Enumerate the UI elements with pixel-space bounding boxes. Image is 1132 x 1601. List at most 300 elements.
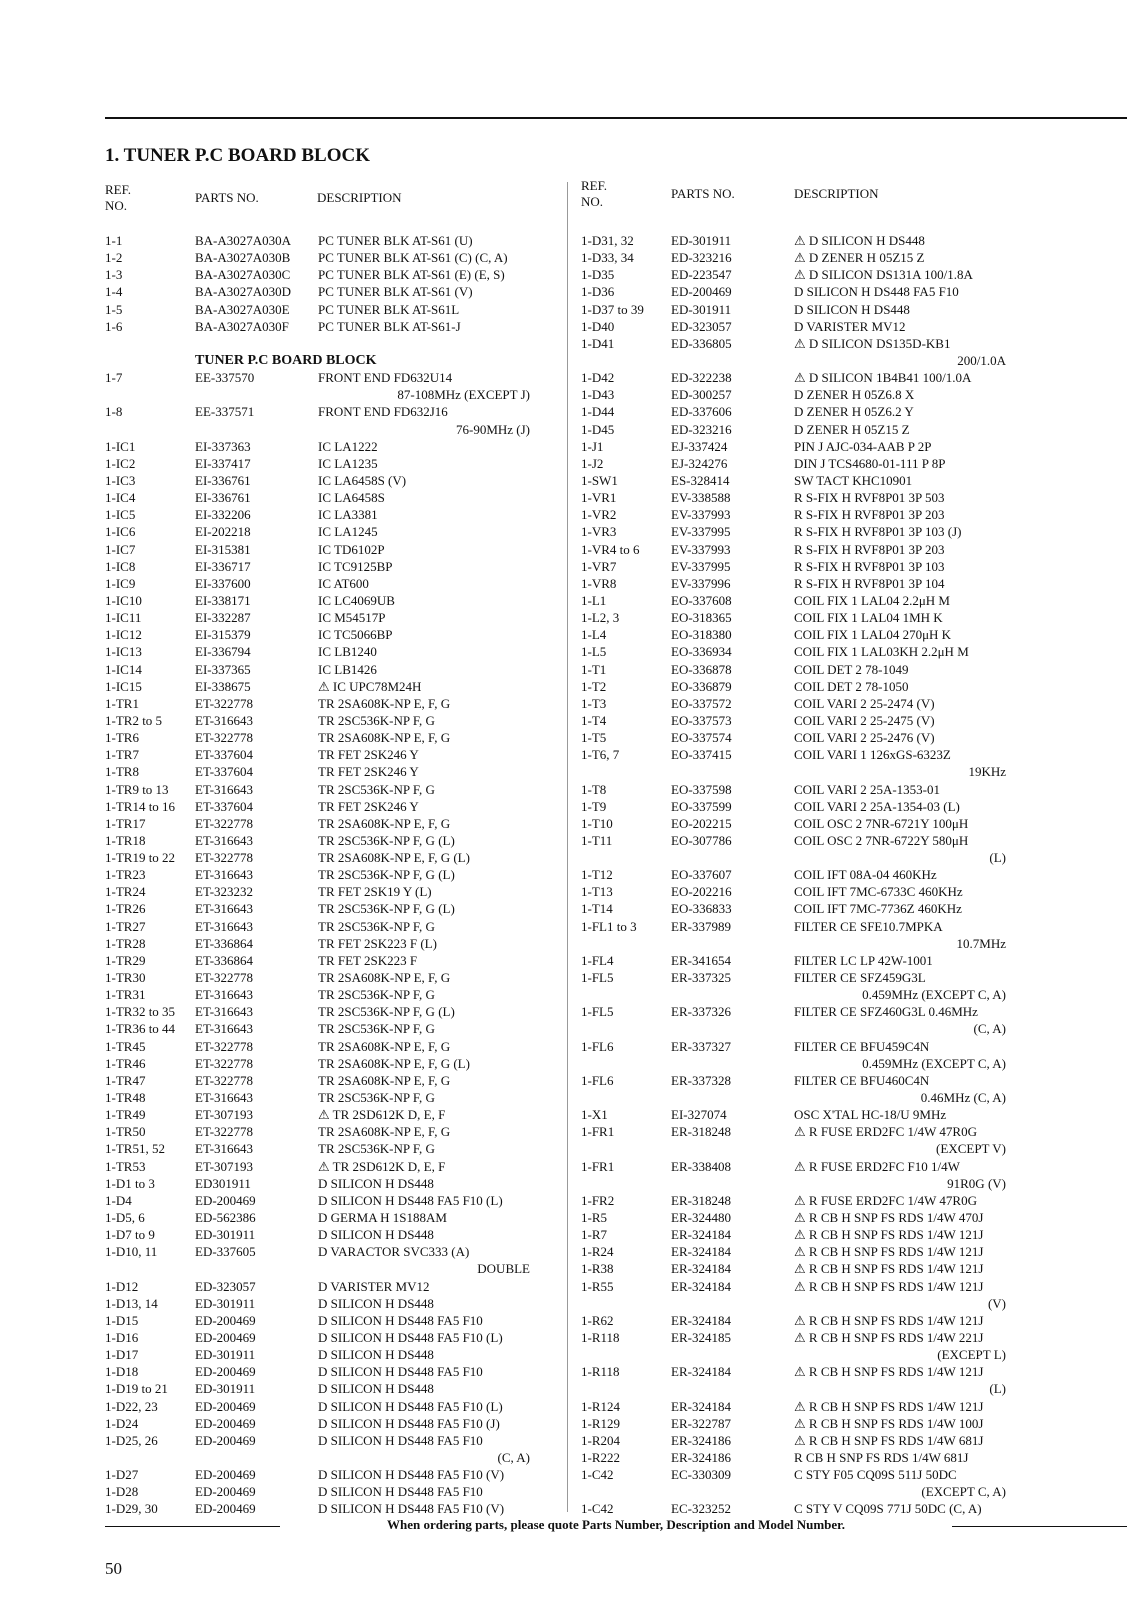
parts-no-cell: BA-A3027A030F [195,318,289,334]
ref-no-cell: 1-IC15 [105,678,142,694]
parts-no-cell: ET-322778 [195,1124,254,1140]
parts-no-cell: ET-316643 [195,901,254,917]
ref-no-cell: 1-J2 [581,455,604,471]
ref-no-cell: 1-TR30 [105,970,146,986]
parts-no-cell: EI-337417 [195,455,251,471]
parts-no-cell: BA-A3027A030A [195,233,292,248]
description-continuation: (EXCEPT C, A) [921,1484,1006,1500]
parts-no-cell: ER-324184 [671,1278,731,1294]
description-cell: ⚠ TR 2SD612K D, E, F [318,1158,446,1174]
parts-no-cell: ER-318248 [671,1124,731,1140]
description-cell: FRONT END FD632J16 [318,404,448,420]
description-cell: D ZENER H 05Z15 Z [794,421,910,437]
description-cell: TR FET 2SK223 F (L) [318,935,437,951]
parts-no-cell: ER-324184 [671,1398,731,1414]
table-row [581,832,1006,849]
description-cell: D SILICON H DS448 FA5 F10 (L) [318,1398,503,1414]
description-cell: ⚠ R CB H SNP FS RDS 1/4W 121J [794,1312,984,1328]
description-cell: TR 2SC536K-NP F, G [318,781,435,797]
parts-no-cell: EO-336934 [671,644,732,660]
parts-no-cell: ED-200469 [671,284,732,300]
parts-no-cell: ET-316643 [195,987,254,1003]
description-cell: R S-FIX H RVF8P01 3P 103 [794,558,945,574]
right-table-header [581,178,1021,218]
description-cell: TR FET 2SK246 Y [318,747,419,763]
parts-no-cell: ED-200469 [195,1467,256,1483]
parts-no-cell: EI-336717 [195,558,251,574]
parts-no-cell: EI-337365 [195,661,251,677]
description-cell: D SILICON H DS448 [794,301,910,317]
description-cell: D SILICON H DS448 [318,1347,434,1363]
ref-no-cell: 1-VR3 [581,524,617,540]
ref-no-cell: 1-T12 [581,867,613,883]
table-row [581,678,1006,695]
parts-no-cell: ED-336805 [671,335,732,351]
description-cell: OSC X'TAL HC-18/U 9MHz [794,1107,947,1123]
parts-no-cell: ED-200469 [195,1192,256,1208]
ref-no-cell: 1-TR47 [105,1072,146,1088]
table-row [581,283,1006,300]
parts-no-cell: ET-316643 [195,867,254,883]
right-parts-table [581,232,1006,1518]
parts-no-cell: EV-337995 [671,558,731,574]
description-cell: TR FET 2SK19 Y (L) [318,884,432,900]
table-row [581,266,1006,283]
description-cell: FILTER CE SFZ460G3L 0.46MHz [794,1004,978,1020]
description-cell: D SILICON H DS448 FA5 F10 (V) [318,1467,505,1483]
table-row [105,643,530,660]
description-cell: IC LB1426 [318,661,377,677]
table-row [581,335,1006,352]
ref-no-cell: 1-T4 [581,712,607,728]
table-row [105,523,530,540]
description-continuation: 200/1.0A [957,352,1006,368]
table-row [105,609,530,626]
table-row [105,1500,530,1517]
table-row [105,1260,530,1277]
description-cell: TR 2SA608K-NP E, F, G [318,970,451,986]
table-row [105,455,530,472]
ref-no-cell: 1-T14 [581,901,613,917]
ref-no-cell: 1-FR2 [581,1192,615,1208]
parts-no-cell: ED-323057 [671,318,732,334]
table-row [105,1209,530,1226]
table-row [581,541,1006,558]
description-cell: TR 2SA608K-NP E, F, G (L) [318,850,470,866]
ref-no-cell: 1-T6, 7 [581,747,620,763]
parts-no-cell: EI-336794 [195,644,251,660]
parts-no-header: PARTS NO. [671,186,735,201]
description-cell: D VARISTER MV12 [794,318,906,334]
table-row [581,952,1006,969]
table-row [581,1500,1006,1517]
column-divider [567,182,568,1512]
table-row [105,986,530,1003]
ref-no-cell: 1-IC6 [105,524,136,540]
parts-no-cell: EV-338588 [671,490,731,506]
table-row [105,729,530,746]
parts-no-cell: EO-337598 [671,781,732,797]
ref-no-cell: 1-D19 to 21 [105,1381,168,1397]
ref-no-header: REF. NO. [581,178,608,209]
ref-no-cell: 1-IC13 [105,644,142,660]
ref-no-cell: 1-TR29 [105,952,146,968]
table-row [581,1346,1006,1363]
parts-no-cell: EO-318380 [671,627,732,643]
parts-no-cell: ED-337605 [195,1244,256,1260]
ref-no-cell: 1-TR24 [105,884,146,900]
description-continuation: 19KHz [968,764,1006,780]
parts-no-cell: ED-223547 [671,267,732,283]
table-row [581,935,1006,952]
table-row [581,249,1006,266]
footer-rule-left [105,1526,280,1527]
parts-no-cell: ER-337989 [671,918,731,934]
description-continuation: 87-108MHz (EXCEPT J) [397,387,530,403]
table-row [105,746,530,763]
description-cell: ⚠ R CB H SNP FS RDS 1/4W 681J [794,1432,984,1448]
table-row [105,952,530,969]
ref-no-cell: 1-L2, 3 [581,610,620,626]
description-continuation: 0.459MHz (EXCEPT C, A) [862,987,1006,1003]
parts-no-cell: EI-332206 [195,507,251,523]
ref-no-cell: 1-FL6 [581,1038,614,1054]
ref-no-cell: 1-5 [105,301,123,317]
description-cell: COIL VARI 2 25-2476 (V) [794,730,935,746]
parts-no-cell: ED-200469 [195,1501,256,1517]
table-row [581,626,1006,643]
table-row [105,472,530,489]
ref-no-cell: 1-D15 [105,1312,139,1328]
table-row [105,1226,530,1243]
table-row [581,1260,1006,1277]
table-row [581,455,1006,472]
description-cell: ⚠ R CB H SNP FS RDS 1/4W 470J [794,1210,984,1226]
parts-no-cell: EV-337993 [671,507,731,523]
parts-no-cell: EO-337608 [671,592,732,608]
parts-no-cell: ET-307193 [195,1107,254,1123]
ref-no-cell: 1-R222 [581,1449,620,1465]
ref-no-cell: 1-R204 [581,1432,620,1448]
table-row [105,592,530,609]
parts-no-cell: ED-200469 [195,1415,256,1431]
description-cell: PC TUNER BLK AT-S61 (U) [318,233,473,248]
parts-no-cell: EE-337570 [195,370,255,386]
table-row [105,249,530,266]
table-row [581,900,1006,917]
description-cell: IC LA6458S [318,490,385,506]
ref-no-cell: 1-FR1 [581,1158,615,1174]
table-row [581,1449,1006,1466]
table-row [105,918,530,935]
ref-no-cell: 1-TR2 to 5 [105,712,163,728]
parts-no-cell: ET-322778 [195,1072,254,1088]
parts-no-cell: BA-A3027A030E [195,301,290,317]
ref-no-cell: 1-7 [105,370,123,386]
description-cell: COIL IFT 08A-04 460KHz [794,867,937,883]
description-cell: PC TUNER BLK AT-S61 (C) (C, A) [318,250,508,266]
parts-no-cell: ED-301911 [195,1381,256,1397]
ref-no-cell: 1-SW1 [581,472,618,488]
ref-no-cell: 1-TR27 [105,918,146,934]
ref-no-cell: 1-D37 to 39 [581,301,644,317]
ref-no-cell: 1-T5 [581,730,607,746]
ref-no-cell: 1-D27 [105,1467,139,1483]
description-cell: FILTER CE SFE10.7MPKA [794,918,943,934]
table-row [105,661,530,678]
ref-no-cell: 1-TR49 [105,1107,146,1123]
description-cell: R S-FIX H RVF8P01 3P 203 [794,507,945,523]
parts-no-cell: ED-322238 [671,370,732,386]
ref-no-cell: 1-IC8 [105,558,136,574]
parts-no-cell: ET-322778 [195,850,254,866]
parts-no-cell: ED-200469 [195,1364,256,1380]
description-cell: D SILICON H DS448 FA5 F10 [794,284,959,300]
parts-no-cell: EO-318365 [671,610,732,626]
ref-no-header: REF. NO. [105,182,132,213]
section-subheading: TUNER P.C BOARD BLOCK [195,352,377,368]
description-cell: TR 2SA608K-NP E, F, G [318,695,451,711]
table-row [105,1312,530,1329]
parts-no-cell: ET-316643 [195,1141,254,1157]
parts-no-cell: EI-202218 [195,524,251,540]
description-cell: IC LA1245 [318,524,378,540]
description-cell: IC AT600 [318,575,369,591]
ref-no-cell: 1-TR8 [105,764,139,780]
table-row [105,1432,530,1449]
parts-no-cell: ET-307193 [195,1158,254,1174]
table-row [581,575,1006,592]
parts-no-cell: ET-316643 [195,1004,254,1020]
description-cell: R S-FIX H RVF8P01 3P 203 [794,541,945,557]
parts-no-cell: BA-A3027A030D [195,284,292,300]
description-cell: TR 2SC536K-NP F, G [318,712,435,728]
description-cell: D SILICON H DS448 FA5 F10 (L) [318,1330,503,1345]
ref-no-cell: 1-R38 [581,1261,614,1277]
parts-no-cell: EO-337574 [671,730,732,746]
parts-no-cell: EI-336761 [195,472,251,488]
ref-no-cell: 1-TR6 [105,730,139,746]
table-row [581,1363,1006,1380]
table-row [105,1003,530,1020]
table-row [581,866,1006,883]
parts-no-cell: ED-323216 [671,250,732,266]
description-cell: COIL OSC 2 7NR-6721Y 100μH [794,815,969,831]
ref-no-cell: 1-TR26 [105,901,146,917]
ref-no-cell: 1-D7 to 9 [105,1227,155,1243]
table-row [581,1329,1006,1346]
parts-no-cell: EC-323252 [671,1501,731,1517]
description-cell: TR 2SA608K-NP E, F, G [318,1038,451,1054]
table-row [581,883,1006,900]
ref-no-cell: 1-D4 [105,1192,132,1208]
ref-no-cell: 1-IC5 [105,507,136,523]
parts-no-cell: EI-315379 [195,627,251,643]
ref-no-cell: 1-X1 [581,1107,608,1123]
ref-no-cell: 1-IC9 [105,575,136,591]
ref-no-cell: 1-TR50 [105,1124,146,1140]
description-cell: COIL DET 2 78-1049 [794,661,909,677]
parts-no-cell: ED-300257 [671,387,732,403]
parts-no-cell: ET-316643 [195,1021,254,1037]
table-row [105,866,530,883]
description-cell: COIL VARI 2 25A-1354-03 (L) [794,798,960,814]
parts-no-cell: EO-336879 [671,678,732,694]
table-row [105,386,530,403]
ref-no-cell: 1-VR8 [581,575,617,591]
ref-no-cell: 1-T10 [581,815,613,831]
parts-no-cell: EI-338675 [195,678,251,694]
table-row [105,678,530,695]
description-continuation: 0.46MHz (C, A) [920,1090,1006,1106]
parts-no-cell: ER-324184 [671,1261,731,1277]
parts-no-cell: EI-338171 [195,592,251,608]
ref-no-cell: 1-D25, 26 [105,1432,158,1448]
description-cell: TR 2SC536K-NP F, G (L) [318,832,455,848]
description-cell: TR 2SA608K-NP E, F, G (L) [318,1055,470,1071]
description-continuation: 76-90MHz (J) [455,421,530,437]
parts-no-cell: ED-323057 [195,1278,256,1294]
ref-no-cell: 1-D43 [581,387,615,403]
left-table-header [105,182,545,218]
ref-no-cell: 1-TR1 [105,695,139,711]
parts-no-cell: ED-200469 [195,1312,256,1328]
table-row [105,1380,530,1397]
description-cell: COIL IFT 7MC-6733C 460KHz [794,884,963,900]
description-cell: C STY F05 CQ09S 511J 50DC [794,1467,957,1483]
description-cell: D SILICON H DS448 [318,1295,434,1311]
parts-no-cell: EI-337363 [195,438,251,454]
ref-no-cell: 1-IC3 [105,472,136,488]
ref-no-cell: 1-D28 [105,1484,139,1500]
ref-no-cell: 1-D42 [581,370,615,386]
table-row [581,523,1006,540]
parts-no-header: PARTS NO. [195,190,259,205]
parts-no-cell: ER-324480 [671,1210,731,1226]
table-row [581,1226,1006,1243]
description-cell: TR 2SC536K-NP F, G [318,1141,435,1157]
ref-no-cell: 1-D45 [581,421,615,437]
parts-no-cell: ER-338408 [671,1158,731,1174]
parts-no-cell: ES-328414 [671,472,730,488]
ref-no-cell: 1-L4 [581,627,607,643]
description-cell: COIL OSC 2 7NR-6722Y 580μH [794,832,969,848]
description-continuation: (L) [989,1381,1006,1397]
description-cell: IC TC9125BP [318,558,393,574]
table-row [105,1072,530,1089]
ref-no-cell: 1-TR36 to 44 [105,1021,176,1037]
ref-no-cell: 1-D17 [105,1347,139,1363]
table-row [581,1312,1006,1329]
parts-no-cell: ER-337326 [671,1004,731,1020]
description-cell: ⚠ R FUSE ERD2FC 1/4W 47R0G [794,1124,977,1140]
table-row [581,1020,1006,1037]
ref-no-cell: 1-D35 [581,267,615,283]
parts-no-cell: ET-322778 [195,695,254,711]
description-cell: COIL VARI 2 25-2474 (V) [794,695,935,711]
table-row [581,1466,1006,1483]
table-row [581,1175,1006,1192]
description-cell: D SILICON H DS448 [318,1227,434,1243]
parts-no-cell: ER-324184 [671,1312,731,1328]
ref-no-cell: 1-IC10 [105,592,142,608]
ref-no-cell: 1-T13 [581,884,613,900]
ref-no-cell: 1-L1 [581,592,607,608]
table-row [581,1398,1006,1415]
description-cell: IC LA6458S (V) [318,472,407,488]
description-continuation: (C, A) [497,1449,530,1465]
description-cell: ⚠ D SILICON 1B4B41 100/1.0A [794,370,972,386]
ref-no-cell: 1-TR17 [105,815,146,831]
parts-no-cell: EO-337573 [671,712,732,728]
ref-no-cell: 1-TR53 [105,1158,146,1174]
parts-no-cell: ET-323232 [195,884,254,900]
table-row [105,832,530,849]
table-row [581,1278,1006,1295]
table-row [581,1003,1006,1020]
parts-no-cell: ER-341654 [671,952,731,968]
left-parts-table [105,232,530,1518]
parts-no-cell: ER-322787 [671,1415,731,1431]
parts-no-cell: ED-337606 [671,404,732,420]
parts-no-cell: EO-202216 [671,884,732,900]
table-row [105,626,530,643]
table-row [581,232,1006,249]
ref-no-cell: 1-FR1 [581,1124,615,1140]
table-row [581,781,1006,798]
ref-no-cell: 1-J1 [581,438,604,454]
description-continuation: 91R0G (V) [947,1175,1006,1191]
table-row [105,695,530,712]
table-row [105,1466,530,1483]
description-cell: ⚠ R CB H SNP FS RDS 1/4W 221J [794,1330,984,1345]
description-cell: FRONT END FD632U14 [318,370,453,386]
description-cell: D SILICON H DS448 FA5 F10 (V) [318,1501,505,1517]
ref-no-cell: 1-D41 [581,335,615,351]
ref-no-cell: 1-R5 [581,1210,607,1226]
table-row [581,1243,1006,1260]
table-row [581,318,1006,335]
ref-no-cell: 1-R124 [581,1398,620,1414]
description-cell: PC TUNER BLK AT-S61 (E) (E, S) [318,267,505,283]
table-row [581,1415,1006,1432]
description-cell: PC TUNER BLK AT-S61L [318,301,460,317]
ref-no-cell: 1-R7 [581,1227,607,1243]
parts-no-cell: ET-336864 [195,952,254,968]
ref-no-cell: 1-FL5 [581,1004,614,1020]
description-cell: ⚠ R FUSE ERD2FC 1/4W 47R0G [794,1192,977,1208]
table-row [105,1192,530,1209]
description-cell: TR 2SC536K-NP F, G (L) [318,901,455,917]
ref-no-cell: 1-8 [105,404,123,420]
description-cell: IC TD6102P [318,541,385,557]
parts-no-cell: ER-324184 [671,1244,731,1260]
parts-no-cell: ER-337327 [671,1038,731,1054]
table-row [581,1072,1006,1089]
table-row [105,781,530,798]
ref-no-cell: 1-TR19 to 22 [105,850,176,866]
parts-no-cell: ET-322778 [195,815,254,831]
description-cell: IC LC4069UB [318,592,395,608]
table-row [105,969,530,986]
description-cell: TR 2SC536K-NP F, G (L) [318,867,455,883]
description-cell: PC TUNER BLK AT-S61 (V) [318,284,473,300]
ref-no-cell: 1-D12 [105,1278,139,1294]
table-row [105,1243,530,1260]
table-row [105,1123,530,1140]
parts-no-cell: ER-337328 [671,1072,731,1088]
table-row [581,506,1006,523]
